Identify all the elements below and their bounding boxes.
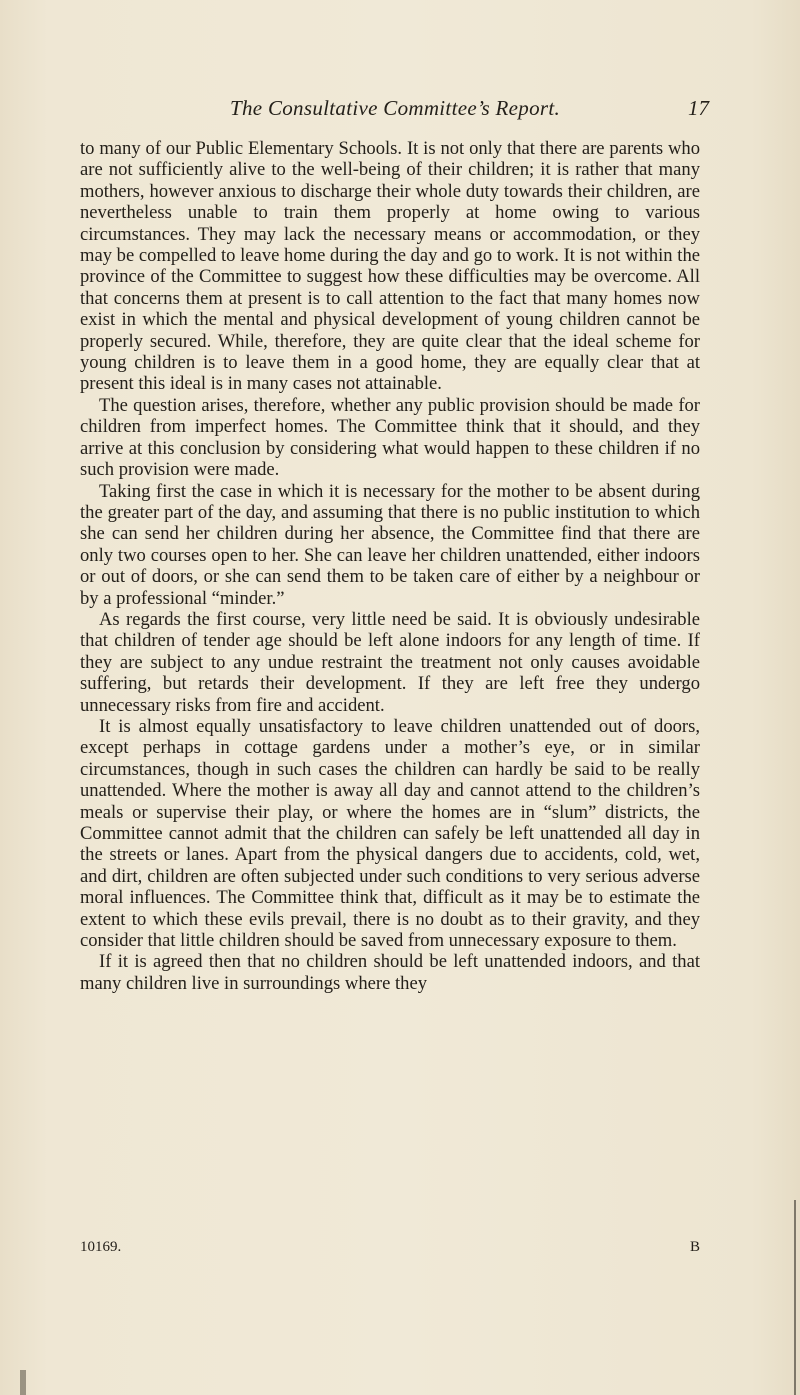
scan-edge-mark — [20, 1370, 26, 1395]
running-title: The Consultative Committee’s Report. — [230, 96, 561, 120]
body-text — [80, 138, 700, 994]
paragraph-2: The question arises, therefore, whether any public provision should be made for children from imperfect homes. The Committee think that it should, and they arrive at this conclusion by considering what would happen to these children if no such provision were made. — [80, 394, 700, 481]
page-footer — [80, 1239, 700, 1261]
page-number: 17 — [688, 96, 709, 120]
paragraph-6: If it is agreed then that no children should be left unattended indoors, and that many children live in surroundings where they — [80, 951, 700, 994]
binding-edge-line — [794, 1200, 796, 1395]
signature-mark: B — [689, 1239, 700, 1255]
paragraph-4: As regards the first course, very little need be said. It is obviously undesirable that children of tender age should be left alone indoors for any length of time. If they are subject to any undue restraint the treatment not only causes avoidable suffering, but retards their development. If they are left free they undergo unnecessary risks from fire and accident. — [80, 608, 700, 716]
paragraph-3: Taking first the case in which it is necessary for the mother to be absent during the greater part of the day, and assuming that there is no public institution to which she can send her children during her absence, the Committee find that there are only two courses open to her. She can leave her children unattended, either indoors or out of doors, or she can send them to be taken care of either by a neighbour or by a professional “minder.” — [80, 480, 700, 609]
running-head — [0, 96, 800, 126]
paragraph-1: to many of our Public Elementary Schools. It is not only that there are parents who are not sufficiently alive to the well-being of their children; it is rather that many mothers, however anxious to discharge their whole duty towards their children, are nevertheless unable to train them properly at home owing to various circumstances. They may lack the necessary means or accommodation, or they may be compelled to leave home during the day and go to work. It is not within the province of the Committee to suggest how these difficulties may be overcome. All that concerns them at present is to call attention to the fact that many homes now exist in which the mental and physical development of young children cannot be properly secured. While, therefore, they are quite clear that the ideal scheme for young children is to leave them in a good home, they are equally clear that at present this ideal is in many cases not attainable. — [80, 138, 700, 395]
print-code: 10169. — [80, 1239, 122, 1255]
paragraph-5: It is almost equally unsatisfactory to leave children unattended out of doors, except perhaps in cottage gardens under a mother’s eye, or in similar circumstances, though in such cases the children can hardly be said to be really unattended. Where the mother is away all day and cannot attend to the children’s meals or supervise their play, or where the homes are in “slum” districts, the Committee cannot admit that the children can safely be left unattended all day in the streets or lanes. Apart from the physical dangers due to accidents, cold, wet, and dirt, children are often subjected under such conditions to very serious adverse moral influences. The Committee think that, difficult as it may be to estimate the extent to which these evils prevail, there is no doubt as to their gravity, and they consider that little children should be saved from unnecessary exposure to them. — [80, 715, 700, 952]
